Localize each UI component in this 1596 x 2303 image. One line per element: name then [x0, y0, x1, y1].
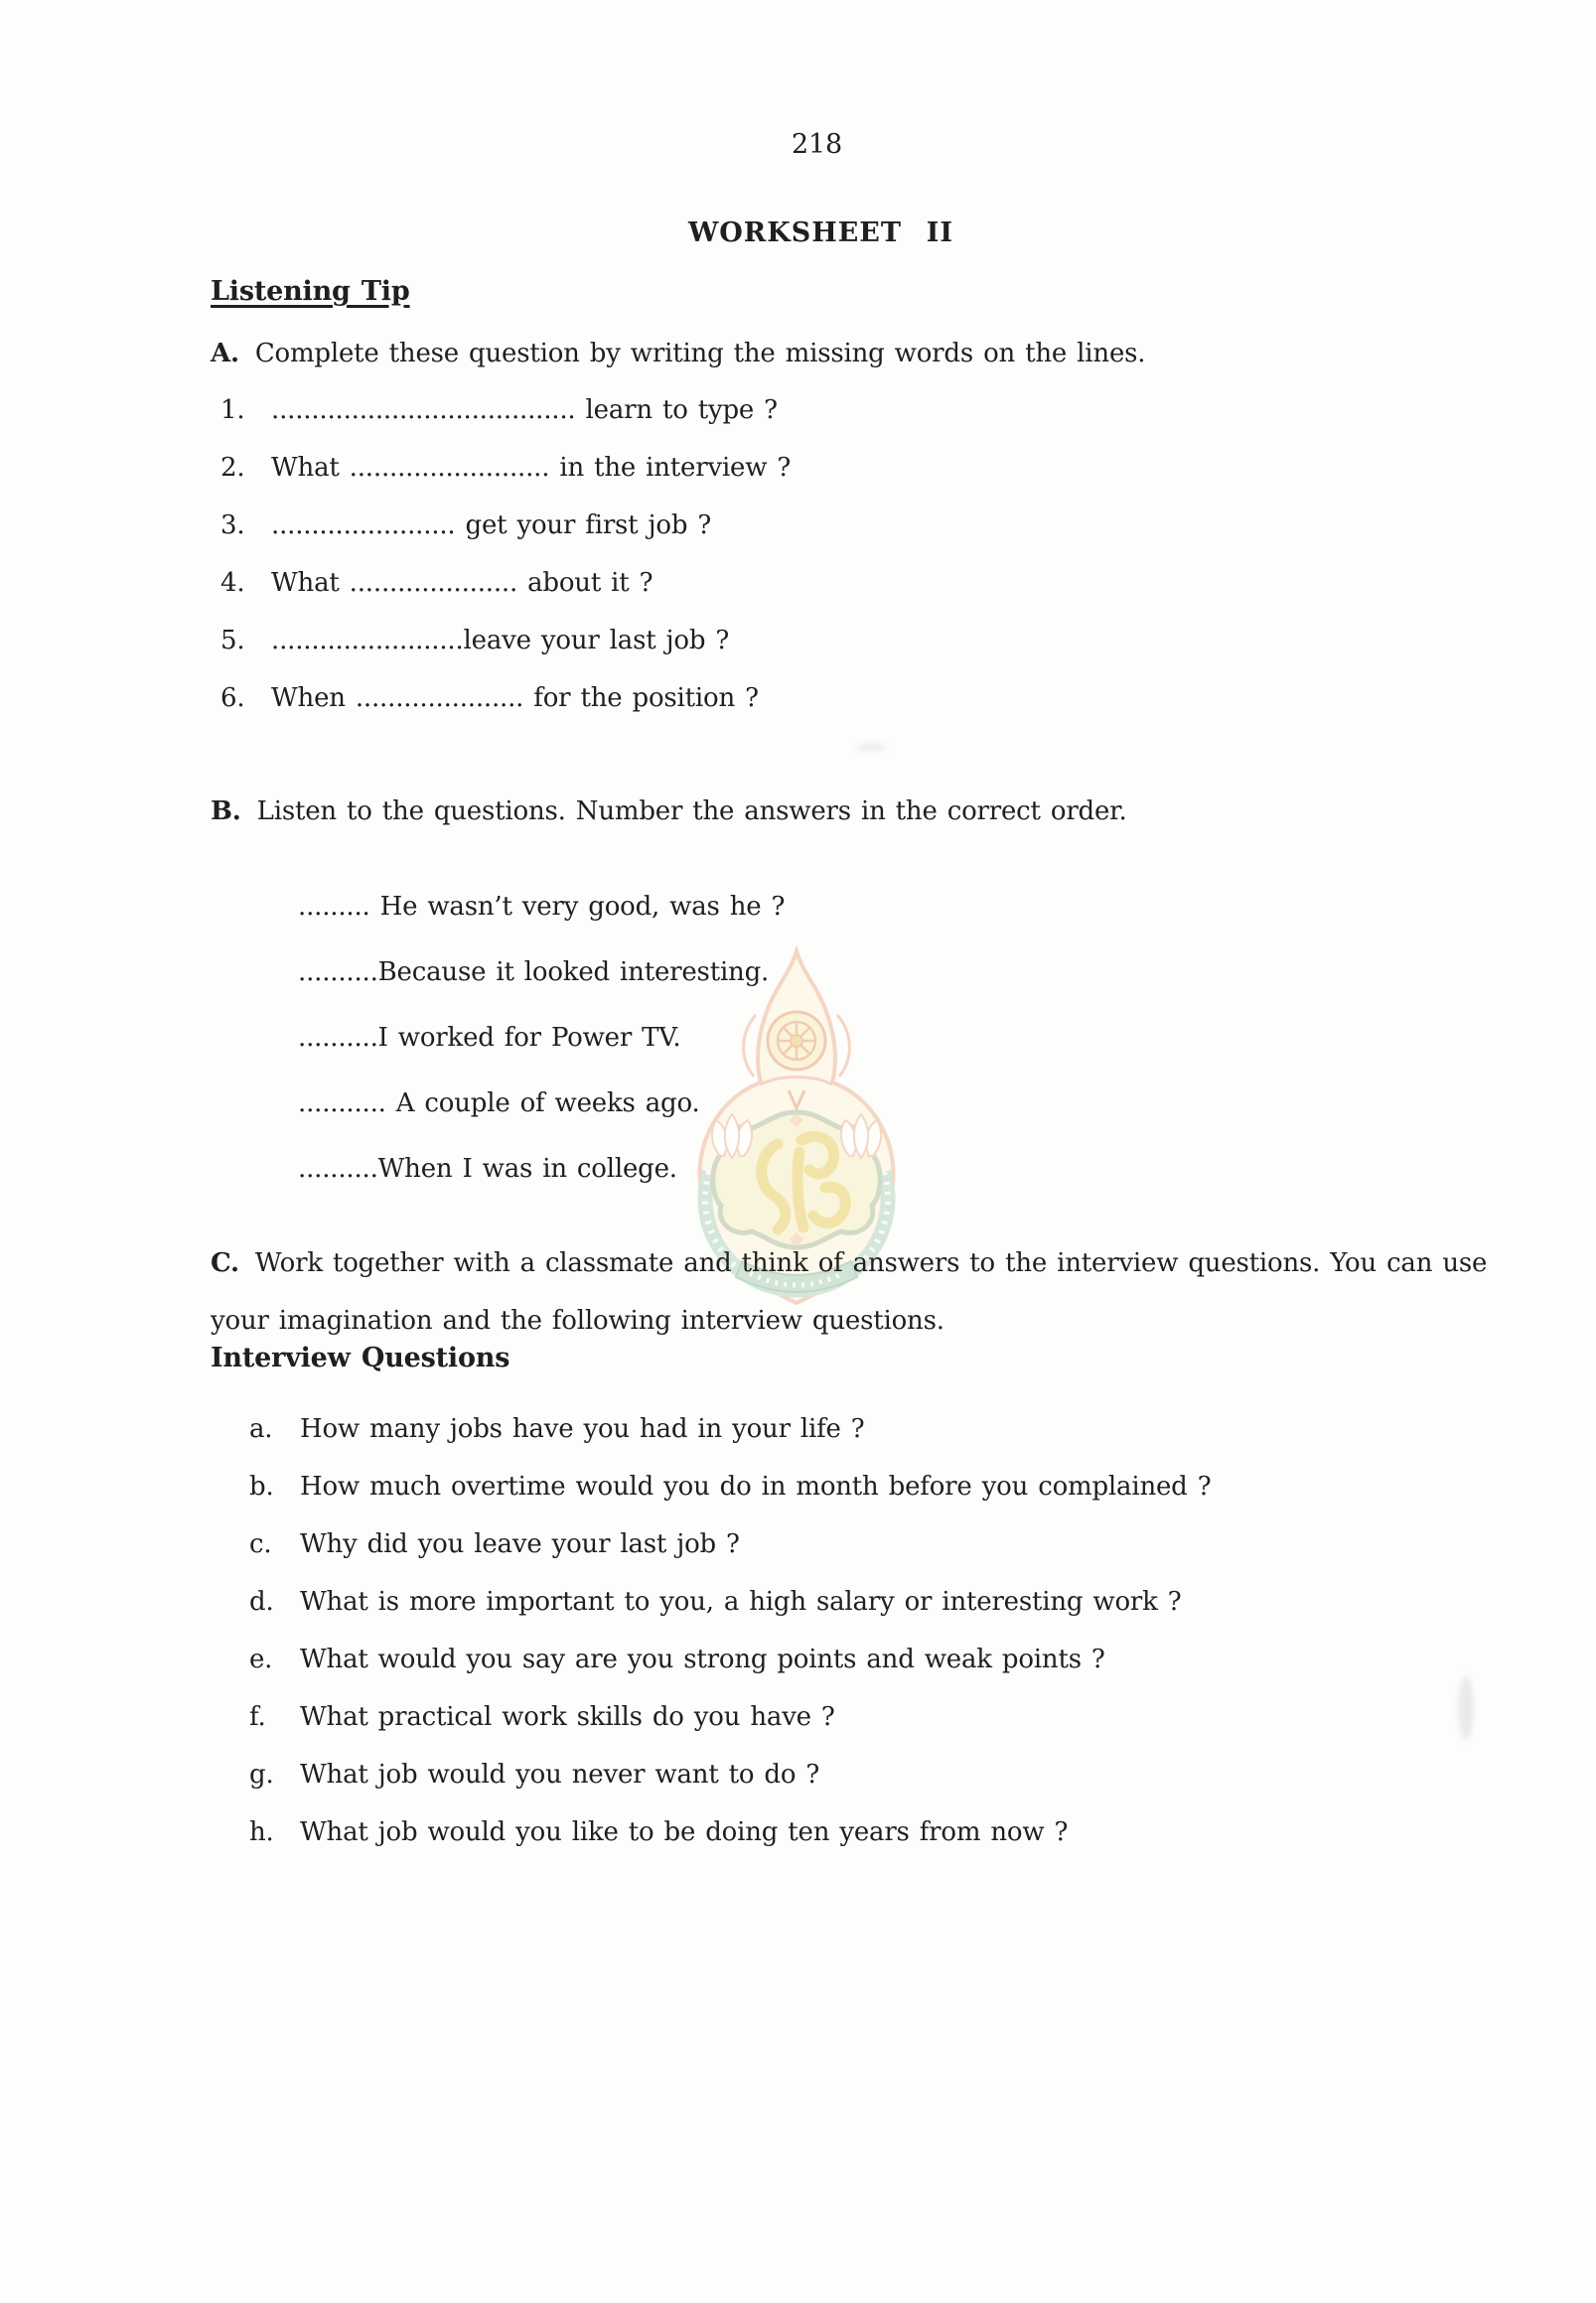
flame-right — [837, 1015, 849, 1077]
item-letter: g. — [249, 1760, 274, 1790]
item-text: How many jobs have you had in your life ? — [300, 1414, 865, 1444]
answer-item: ..........I worked for Power TV. — [298, 1023, 681, 1053]
fill-in-question-row — [220, 439, 791, 497]
item-text: ...................................... learn to type ? — [271, 395, 778, 425]
item-letter: c. — [249, 1529, 272, 1559]
section-b-instruction: Listen to the questions. Number the answers in the correct order. — [256, 796, 1127, 826]
item-letter: d. — [249, 1587, 274, 1617]
answer-item: ..........Because it looked interesting. — [298, 957, 770, 987]
item-text: What job would you never want to do ? — [300, 1760, 820, 1790]
section-c-line2: your imagination and the following interview questions. — [211, 1306, 944, 1336]
fill-in-question-row — [220, 554, 791, 612]
lotus-icon-right — [841, 1114, 881, 1158]
fill-in-question-row — [220, 612, 791, 669]
item-letter: b. — [249, 1472, 274, 1502]
item-letter: e. — [249, 1645, 273, 1674]
fill-in-questions-list — [220, 381, 791, 727]
item-text: How much overtime would you do in month before you complained ? — [300, 1472, 1212, 1502]
item-letter: f. — [249, 1702, 266, 1732]
section-a-label: A. — [211, 339, 239, 368]
interview-question-row — [249, 1573, 1211, 1631]
item-letter: h. — [249, 1817, 274, 1847]
item-text: What job would you like to be doing ten years from now ? — [300, 1817, 1069, 1847]
scan-smudge — [856, 743, 886, 752]
interview-question-row — [249, 1400, 1211, 1458]
interview-question-row — [249, 1746, 1211, 1803]
fill-in-question-row — [220, 497, 791, 554]
interview-question-row — [249, 1515, 1211, 1573]
item-number: 1. — [220, 395, 245, 425]
item-number: 3. — [220, 510, 245, 540]
fill-in-question-row — [220, 669, 791, 727]
item-text: ........................leave your last job ? — [271, 626, 730, 655]
answer-ordering-list — [298, 874, 785, 1202]
listening-tip-heading: Listening Tip — [211, 276, 410, 307]
section-a-instruction: Complete these question by writing the missing words on the lines. — [254, 339, 1146, 368]
answer-item: ..........When I was in college. — [298, 1154, 677, 1184]
item-letter: a. — [249, 1414, 273, 1444]
item-text: What ......................... in the interview ? — [271, 453, 792, 483]
item-text: When ..................... for the position ? — [271, 683, 759, 713]
interview-question-row — [249, 1631, 1211, 1688]
item-number: 2. — [220, 453, 245, 483]
scan-smudge — [1458, 1676, 1474, 1740]
item-number: 5. — [220, 626, 245, 655]
item-text: What practical work skills do you have ? — [300, 1702, 835, 1732]
interview-question-row — [249, 1458, 1211, 1515]
wheel-hub — [791, 1035, 802, 1047]
interview-questions-heading: Interview Questions — [211, 1343, 510, 1373]
item-text: What ..................... about it ? — [271, 568, 653, 598]
item-text: What is more important to you, a high salary or interesting work ? — [300, 1587, 1182, 1617]
section-c-line1-row — [211, 1248, 1487, 1278]
fill-in-question-row — [220, 381, 791, 439]
item-text: Why did you leave your last job ? — [300, 1529, 740, 1559]
interview-questions-list — [249, 1400, 1211, 1861]
item-text: ....................... get your first job ? — [271, 510, 712, 540]
answer-item: ......... He wasn’t very good, was he ? — [298, 892, 786, 922]
interview-question-row — [249, 1803, 1211, 1861]
section-c-line1: Work together with a classmate and think of answers to the interview questions. You can use — [254, 1248, 1488, 1278]
item-number: 4. — [220, 568, 245, 598]
answer-item: ........... A couple of weeks ago. — [298, 1088, 700, 1118]
section-b-label: B. — [211, 796, 241, 826]
item-number: 6. — [220, 683, 245, 713]
page-number: 218 — [792, 129, 842, 160]
interview-question-row — [249, 1688, 1211, 1746]
section-b-instruction-row — [211, 796, 1127, 826]
section-c-label: C. — [211, 1248, 239, 1278]
item-text: What would you say are you strong points and weak points ? — [300, 1645, 1105, 1674]
worksheet-title: WORKSHEET II — [687, 217, 954, 248]
section-a-instruction-row — [211, 339, 1145, 368]
